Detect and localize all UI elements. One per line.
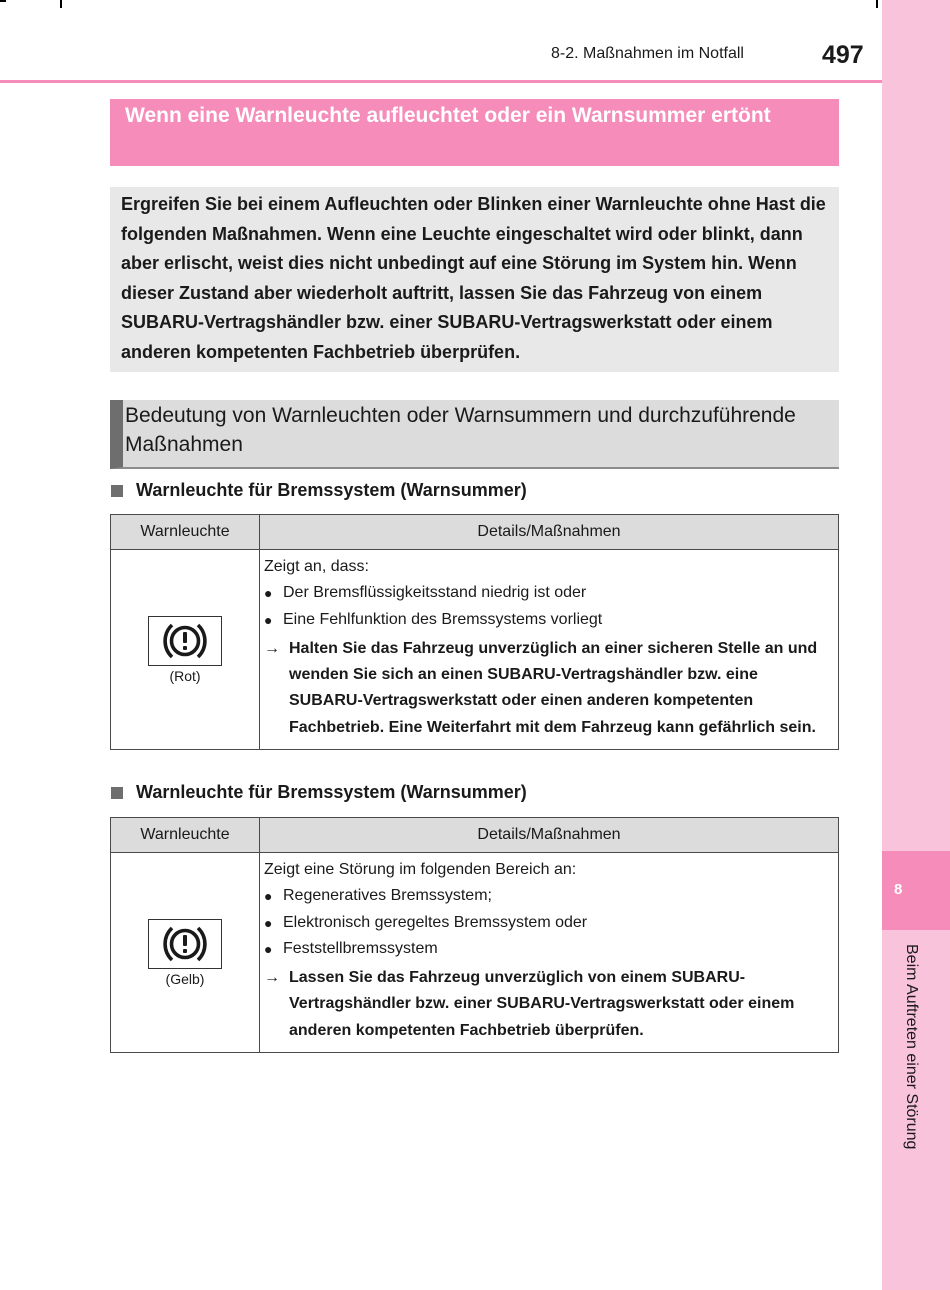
sub-heading: Bedeutung von Warnleuchten oder Warnsummern und durchzuführende Maßnahmen bbox=[110, 400, 839, 469]
action-item bbox=[264, 636, 830, 741]
item-heading bbox=[111, 480, 527, 501]
bullet-dot-icon: ● bbox=[264, 940, 273, 957]
bullet-text: Regeneratives Bremssystem; bbox=[283, 887, 492, 905]
warning-table bbox=[110, 514, 839, 750]
table-row bbox=[111, 853, 839, 1053]
details-lead: Zeigt an, dass: bbox=[264, 558, 369, 575]
section-name: 8-2. Maßnahmen im Notfall bbox=[551, 45, 744, 62]
arrow-right-icon: → bbox=[264, 969, 280, 987]
bullet-item bbox=[264, 910, 830, 936]
bullet-dot-icon: ● bbox=[264, 585, 273, 602]
col-header-light: Warnleuchte bbox=[111, 818, 260, 853]
item-heading-text: Warnleuchte für Bremssystem (Warnsummer) bbox=[136, 782, 527, 802]
item-heading bbox=[111, 782, 527, 803]
bullet-text: Feststellbremssystem bbox=[283, 939, 438, 957]
details-cell bbox=[260, 550, 839, 750]
col-header-details: Details/Maßnahmen bbox=[260, 515, 839, 550]
bullet-text: Elektronisch geregeltes Bremssystem oder bbox=[283, 913, 588, 931]
arrow-right-icon: → bbox=[264, 639, 280, 657]
square-bullet-icon bbox=[111, 787, 123, 799]
table-header-row bbox=[111, 818, 839, 853]
warning-table bbox=[110, 817, 839, 1053]
item-heading-text: Warnleuchte für Bremssystem (Warnsummer) bbox=[136, 480, 527, 500]
light-color-label: (Rot) bbox=[169, 667, 201, 684]
crop-mark bbox=[0, 0, 6, 2]
header-rule bbox=[0, 80, 882, 83]
square-bullet-icon bbox=[111, 485, 123, 497]
chapter-number: 8 bbox=[894, 881, 903, 898]
col-header-light: Warnleuchte bbox=[111, 515, 260, 550]
col-header-details: Details/Maßnahmen bbox=[260, 818, 839, 853]
crop-mark bbox=[60, 0, 62, 8]
intro-text: Ergreifen Sie bei einem Aufleuchten oder Blinken einer Warnleuchte ohne Hast die folgenden Maßnahmen. Wenn eine Leuchte eingeschaltet wird oder blinkt, dann aber erlischt, weist dies nicht unbedingt auf eine Störung im System hin. Wenn dieser Zustand aber wiederholt auftritt, lassen Sie das Fahrzeug von einem SUBARU-Vertragshändler bzw. einer SUBARU-Vertragswerkstatt oder einem anderen kompetenten Fachbetrieb überprüfen. bbox=[110, 187, 839, 372]
chapter-title: Beim Auftreten einer Störung bbox=[903, 944, 920, 1150]
bullet-dot-icon: ● bbox=[264, 914, 273, 931]
table-header-row bbox=[111, 515, 839, 550]
brake-warning-icon bbox=[148, 616, 222, 666]
light-cell bbox=[111, 550, 260, 750]
chapter-tab[interactable] bbox=[882, 851, 950, 930]
bullet-item bbox=[264, 883, 830, 909]
action-item bbox=[264, 965, 830, 1044]
page-number: 497 bbox=[822, 41, 864, 69]
bullet-text: Der Bremsflüssigkeitsstand niedrig ist oder bbox=[283, 584, 587, 602]
bullet-text: Eine Fehlfunktion des Bremssystems vorliegt bbox=[283, 610, 603, 628]
bullet-dot-icon: ● bbox=[264, 888, 273, 905]
brake-warning-icon bbox=[148, 919, 222, 969]
bullet-item bbox=[264, 580, 830, 606]
bullet-item bbox=[264, 607, 830, 633]
table-row bbox=[111, 550, 839, 750]
light-cell bbox=[111, 853, 260, 1053]
bullet-dot-icon: ● bbox=[264, 611, 273, 628]
light-color-label: (Gelb) bbox=[165, 970, 205, 987]
crop-mark bbox=[876, 0, 878, 8]
details-lead: Zeigt eine Störung im folgenden Bereich an: bbox=[264, 861, 577, 878]
details-cell bbox=[260, 853, 839, 1053]
action-text: Halten Sie das Fahrzeug unverzüglich an einer sicheren Stelle an und wenden Sie sich an einen SUBARU-Vertragshändler bzw. eine SUBARU-Vertragswerkstatt oder einen anderen kompetenten Fachbetrieb. Eine Weiterfahrt mit dem Fahrzeug kann gefährlich sein. bbox=[289, 639, 818, 736]
action-text: Lassen Sie das Fahrzeug unverzüglich von einem SUBARU-Vertragshändler bzw. einer SUBARU-Vertragswerkstatt oder einem anderen kompetenten Fachbetrieb überprüfen. bbox=[289, 969, 795, 1039]
page-title: Wenn eine Warnleuchte aufleuchtet oder ein Warnsummer ertönt bbox=[110, 99, 839, 166]
bullet-item bbox=[264, 936, 830, 962]
